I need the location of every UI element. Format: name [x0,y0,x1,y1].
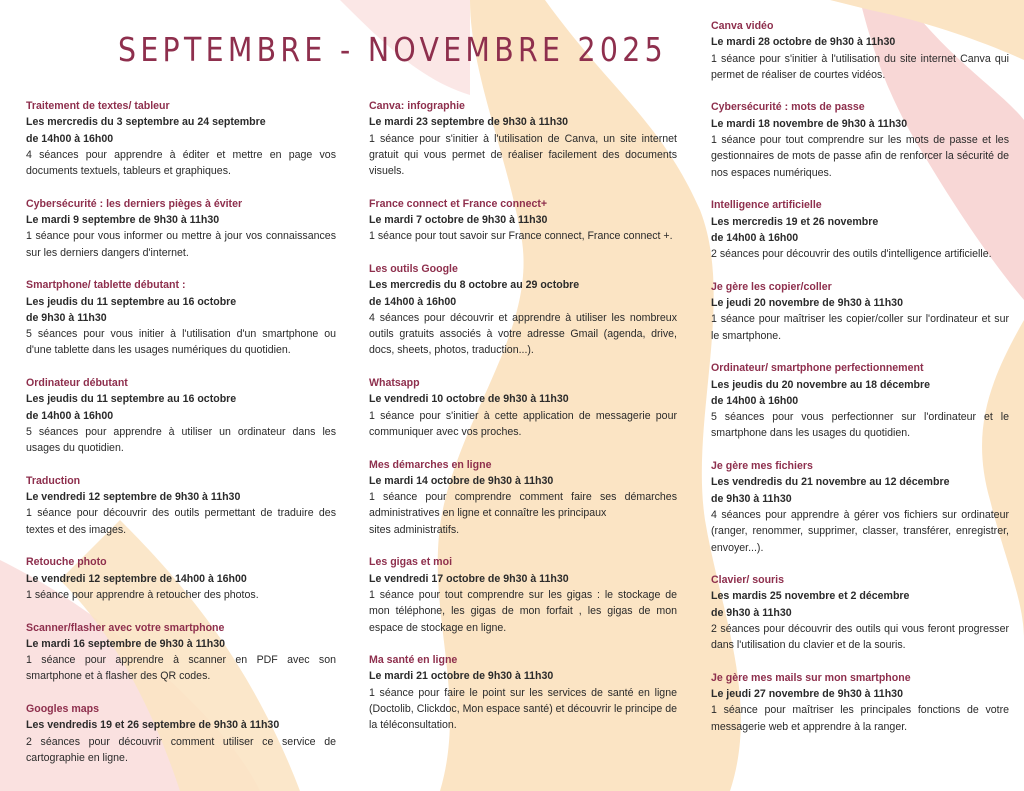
session-date: Les vendredis 19 et 26 septembre de 9h30 à 11h30 [26,719,280,732]
session-entry [711,197,1009,262]
column-3 [711,18,1009,751]
session-description: 4 séances pour apprendre à éditer et mettre en page vos documents textuels, tableurs et graphiques. [26,148,336,178]
session-entry [369,375,677,440]
session-entry [369,652,677,733]
session-date: Le mardi 23 septembre de 9h30 à 11h30 [369,116,569,129]
session-entry [369,261,677,359]
session-date: Les mercredis du 3 septembre au 24 septembre de 14h00 à 16h00 [26,116,266,145]
session-title: Googles maps [26,702,99,715]
session-date: Le mardi 14 octobre de 9h30 à 11h30 [369,474,554,487]
session-description: 5 séances pour vous initier à l'utilisation d'un smartphone ou d'une tablette dans les usages numériques du quotidien. [26,328,336,357]
session-date: Les mercredis du 8 octobre au 29 octobre de 14h00 à 16h00 [369,279,580,308]
session-description: 1 séance pour apprendre à retoucher des photos. [26,588,259,601]
session-entry [711,279,1009,344]
session-date: Les vendredis du 21 novembre au 12 décembre de 9h30 à 11h30 [711,476,950,505]
session-entry [369,554,677,635]
session-title: Canva vidéo [711,20,774,32]
session-entry [711,18,1009,83]
page-title: SEPTEMBRE - NOVEMBRE 2025 [118,30,667,69]
session-entry [26,375,336,456]
session-title: Traitement de textes/ tableur [26,100,170,112]
session-title: Mes démarches en ligne [369,458,492,471]
session-entry [26,277,336,358]
session-description: 1 séance pour maîtriser les principales fonctions de votre messagerie web et apprendre à la ranger. [711,704,1009,733]
session-description: 2 séances pour découvrir comment utiliser ce service de cartographie en ligne. [26,735,336,764]
session-date: Le mardi 7 octobre de 9h30 à 11h30 [369,214,548,227]
session-description: 2 séances pour découvrir des outils d'intelligence artificielle. [711,248,992,261]
session-title: Ordinateur débutant [26,377,128,390]
session-description: 1 séance pour tout comprendre sur les mots de passe et les gestionnaires de mots de passe afin de renforcer la sécurité de nos espaces numériques. [711,134,1009,179]
session-date: Le mardi 28 octobre de 9h30 à 11h30 [711,36,896,49]
session-title: Je gère mes mails sur mon smartphone [711,671,911,684]
session-description: 5 séances pour apprendre à utiliser un ordinateur dans les usages du quotidien. [26,425,336,455]
session-date: Les jeudis du 11 septembre au 16 octobre de 14h00 à 16h00 [26,393,237,422]
session-date: Les jeudis du 11 septembre au 16 octobre de 9h30 à 11h30 [26,295,237,324]
session-date: Le jeudi 20 novembre de 9h30 à 11h30 [711,297,903,310]
session-description: 1 séance pour découvrir des outils permettant de traduire des textes et des images. [26,507,336,536]
session-title: Clavier/ souris [711,574,785,587]
session-title: Retouche photo [26,556,107,569]
session-entry [369,98,677,179]
session-title: Je gère les copier/coller [711,280,832,293]
session-title: Whatsapp [369,377,420,390]
session-title: Ordinateur/ smartphone perfectionnement [711,362,924,375]
session-title: Cybersécurité : les derniers pièges à éviter [26,197,243,210]
session-description: 1 séance pour s'initier à l'utilisation du site internet Canva qui permet de réaliser de courtes vidéos. [711,52,1009,81]
session-date: Les jeudis du 20 novembre au 18 décembre de 14h00 à 16h00 [711,378,931,407]
session-description: 2 séances pour découvrir des outils qui vous feront progresser dans l'utilisation du clavier et de la souris. [711,622,1009,652]
session-title: France connect et France connect+ [369,197,548,210]
session-date: Le jeudi 27 novembre de 9h30 à 11h30 [711,688,903,701]
session-date: Le vendredi 10 octobre de 9h30 à 11h30 [369,393,569,406]
session-date: Les mercredis 19 et 26 novembre de 14h00 à 16h00 [711,215,879,244]
session-description: 4 séances pour découvrir et apprendre à utiliser les nombreux outils gratuits associés à votre adresse Gmail (agenda, drive, docs, sheets, photos, traduction...). [369,311,677,357]
session-entry [711,670,1009,735]
session-title: Cybersécurité : mots de passe [711,101,865,114]
session-date: Le mardi 9 septembre de 9h30 à 11h30 [26,214,220,227]
session-description: 1 séance pour comprendre comment faire ses démarches administratives en ligne et connaître les principaux sites administratifs. [369,491,677,536]
session-title: Ma santé en ligne [369,654,458,667]
session-description: 1 séance pour vous informer ou mettre à jour vos connaissances sur les derniers dangers d'internet. [26,230,336,259]
session-description: 1 séance pour maîtriser les copier/coller sur l'ordinateur et sur le smartphone. [711,313,1009,342]
session-date: Le mardi 16 septembre de 9h30 à 11h30 [26,637,226,650]
column-1 [26,98,336,782]
session-title: Intelligence artificielle [711,199,822,212]
session-date: Le mardi 21 octobre de 9h30 à 11h30 [369,670,554,683]
session-entry [711,458,1009,556]
session-entry [711,572,1009,653]
session-title: Smartphone/ tablette débutant : [26,279,186,292]
session-entry [26,473,336,538]
session-description: 1 séance pour s'initier à l'utilisation de Canva, un site internet gratuit qui vous permet de réaliser facilement des documents visuels. [369,132,677,178]
session-description: 5 séances pour vous perfectionner sur l'ordinateur et le smartphone dans les usages du quotidien. [711,411,1009,440]
session-date: Les mardis 25 novembre et 2 décembre de 9h30 à 11h30 [711,590,910,619]
session-entry [369,196,677,245]
session-entry [26,554,336,603]
session-description: 1 séance pour s'initier à cette application de messagerie pour communiquer avec vos proches. [369,409,677,438]
session-title: Les outils Google [369,262,458,275]
session-description: 4 séances pour apprendre à gérer vos fichiers sur ordinateur (ranger, renommer, supprimer, classer, transférer, enregistrer, envoyer...). [711,508,1009,554]
session-title: Les gigas et moi [369,556,453,569]
session-description: 1 séance pour faire le point sur les services de santé en ligne (Doctolib, Clickdoc, Mon espace santé) et découvrir le principe de la téléconsultation. [369,686,677,732]
session-date: Le mardi 18 novembre de 9h30 à 11h30 [711,117,908,130]
session-entry [26,98,336,179]
session-title: Scanner/flasher avec votre smartphone [26,621,225,634]
session-entry [711,360,1009,441]
session-title: Je gère mes fichiers [711,460,813,473]
session-date: Le vendredi 17 octobre de 9h30 à 11h30 [369,572,569,585]
session-date: Le vendredi 12 septembre de 9h30 à 11h30 [26,491,241,504]
session-title: Traduction [26,474,81,487]
session-description: 1 séance pour tout comprendre sur les gigas : le stockage de mon téléphone, les gigas de mon forfait , les gigas de mon espace de stockage en ligne. [369,588,677,634]
session-date: Le vendredi 12 septembre de 14h00 à 16h00 [26,572,247,585]
session-entry [26,701,336,766]
session-entry [711,99,1009,180]
session-entry [26,196,336,261]
session-description: 1 séance pour apprendre à scanner en PDF avec son smartphone et à flasher des QR codes. [26,654,336,683]
session-entry [26,620,336,685]
session-description: 1 séance pour tout savoir sur France connect, France connect +. [369,230,673,243]
column-2 [369,98,677,750]
session-title: Canva: infographie [369,100,465,112]
session-entry [369,457,677,538]
